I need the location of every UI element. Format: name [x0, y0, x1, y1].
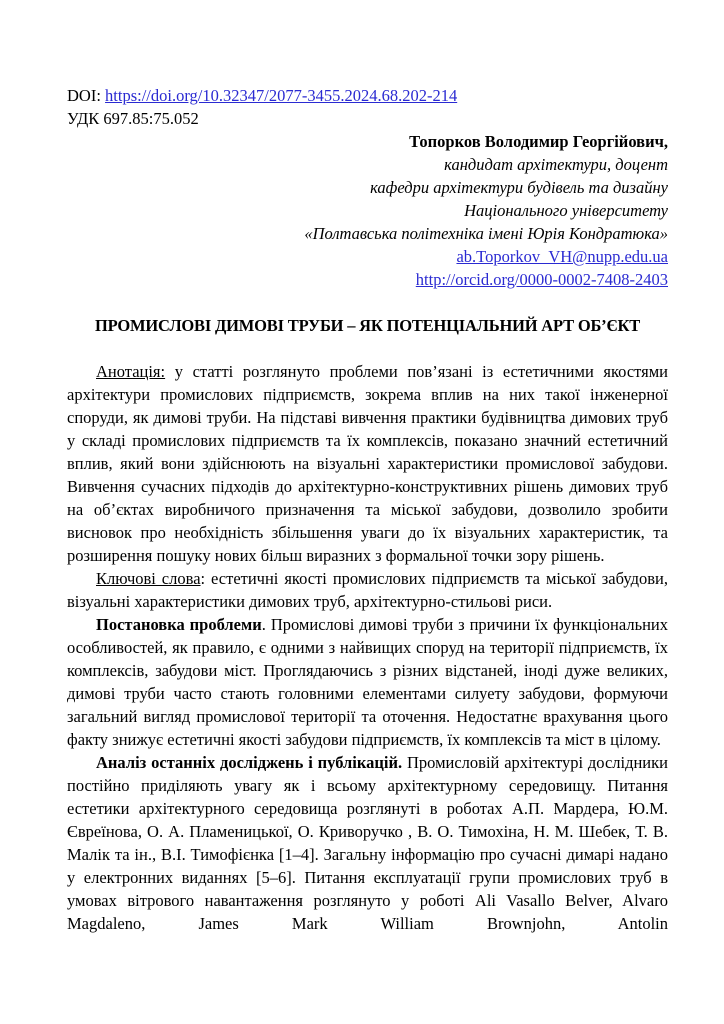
abstract-text: у статті розглянуто проблеми пов’язані із естетичними якостями архітектури промислових підприємств, зокрема вплив на них такої інженерної споруди, як димові труби. На підставі вивчення практики будівництва димових труб у складі промислових підприємств та їх комплексів, показано значний естетичний вплив, який вони здійснюють на візуальні характеристики промислової забудови. Вивчення сучасних підходів до архітектурно-конструктивних рішень димових труб на об’єктах виробничого призначення та міської забудови, дозволило зробити висновок про необхідність збільшення уваги до їх візуальних характеристик, та розширення пошуку нових більш виразних з формальної точки зору рішень.	[67, 362, 668, 565]
udc-number: УДК 697.85:75.052	[67, 109, 199, 128]
analysis-text: Промисловій архітектурі дослідники постійно приділяють увагу як і всьому архітектурному середовищу. Питання естетики архітектурного середовища розглянуті в роботах А.П. Мардера, Ю.М. Євреїнова, О. А. Пламеницької, О. Криворучко , В. О. Тимохіна, Н. М. Шебек, Т. В. Малік та ін., В.І. Тимофієнка [1–4]. Загальну інформацію про сучасні димарі надано у електронних виданнях [5–6]. Питання експлуатації групи промислових труб в умовах вітрового навантаження розглянуто у роботі Ali Vasallo Belver, Alvaro Magdaleno, James Mark William Brownjohn, Antolin	[67, 753, 668, 933]
orcid-link[interactable]: http://orcid.org/0000-0002-7408-2403	[415, 270, 668, 289]
email-link[interactable]: ab.Toporkov_VH@nupp.edu.ua	[456, 247, 668, 266]
author-block	[67, 130, 668, 291]
problem-statement-label: Постановка проблеми	[96, 615, 262, 634]
doi-link[interactable]: https://doi.org/10.32347/2077-3455.2024.68.202-214	[105, 86, 458, 105]
document-body	[67, 84, 668, 935]
doi-label: DOI:	[67, 86, 106, 105]
analysis-label: Аналіз останніх досліджень і публікацій.	[96, 753, 403, 772]
author-university-line1: Національного університету	[464, 201, 668, 220]
article-title: ПРОМИСЛОВІ ДИМОВІ ТРУБИ – ЯК ПОТЕНЦІАЛЬНИЙ АРТ ОБ’ЄКТ	[94, 316, 641, 335]
author-degree: кандидат архітектури, доцент	[444, 155, 668, 174]
keywords-label: Ключові слова	[96, 569, 201, 588]
problem-statement-text: . Промислові димові труби з причини їх функціональних особливостей, як правило, є одними з найвищих споруд на території підприємств, їх комплексів, забудови міст. Проглядаючись з різних відстаней, іноді дуже великих, димові труби часто стають головними елементами силуету забудови, формуючи загальний вигляд промислової території та оточення. Недостатнє врахування цього факту знижує естетичні якості забудови підприємств, їх комплексів та міст в цілому.	[67, 615, 669, 749]
problem-statement-paragraph	[67, 613, 668, 751]
author-orcid-line	[67, 268, 668, 291]
keywords-text: : естетичні якості промислових підприємств та міської забудови, візуальні характеристики димових труб, архітектурно-стильові риси.	[67, 569, 668, 611]
analysis-paragraph	[67, 751, 668, 935]
doi-line	[67, 84, 668, 107]
abstract-paragraph	[67, 360, 668, 567]
keywords-paragraph	[67, 567, 668, 613]
author-university-line2: «Полтавська політехніка імені Юрія Кондратюка»	[304, 224, 668, 243]
author-email-line	[67, 245, 668, 268]
abstract-label: Анотація:	[96, 362, 166, 381]
author-department: кафедри архітектури будівель та дизайну	[370, 178, 668, 197]
author-name: Топорков Володимир Георгійович,	[409, 132, 668, 151]
